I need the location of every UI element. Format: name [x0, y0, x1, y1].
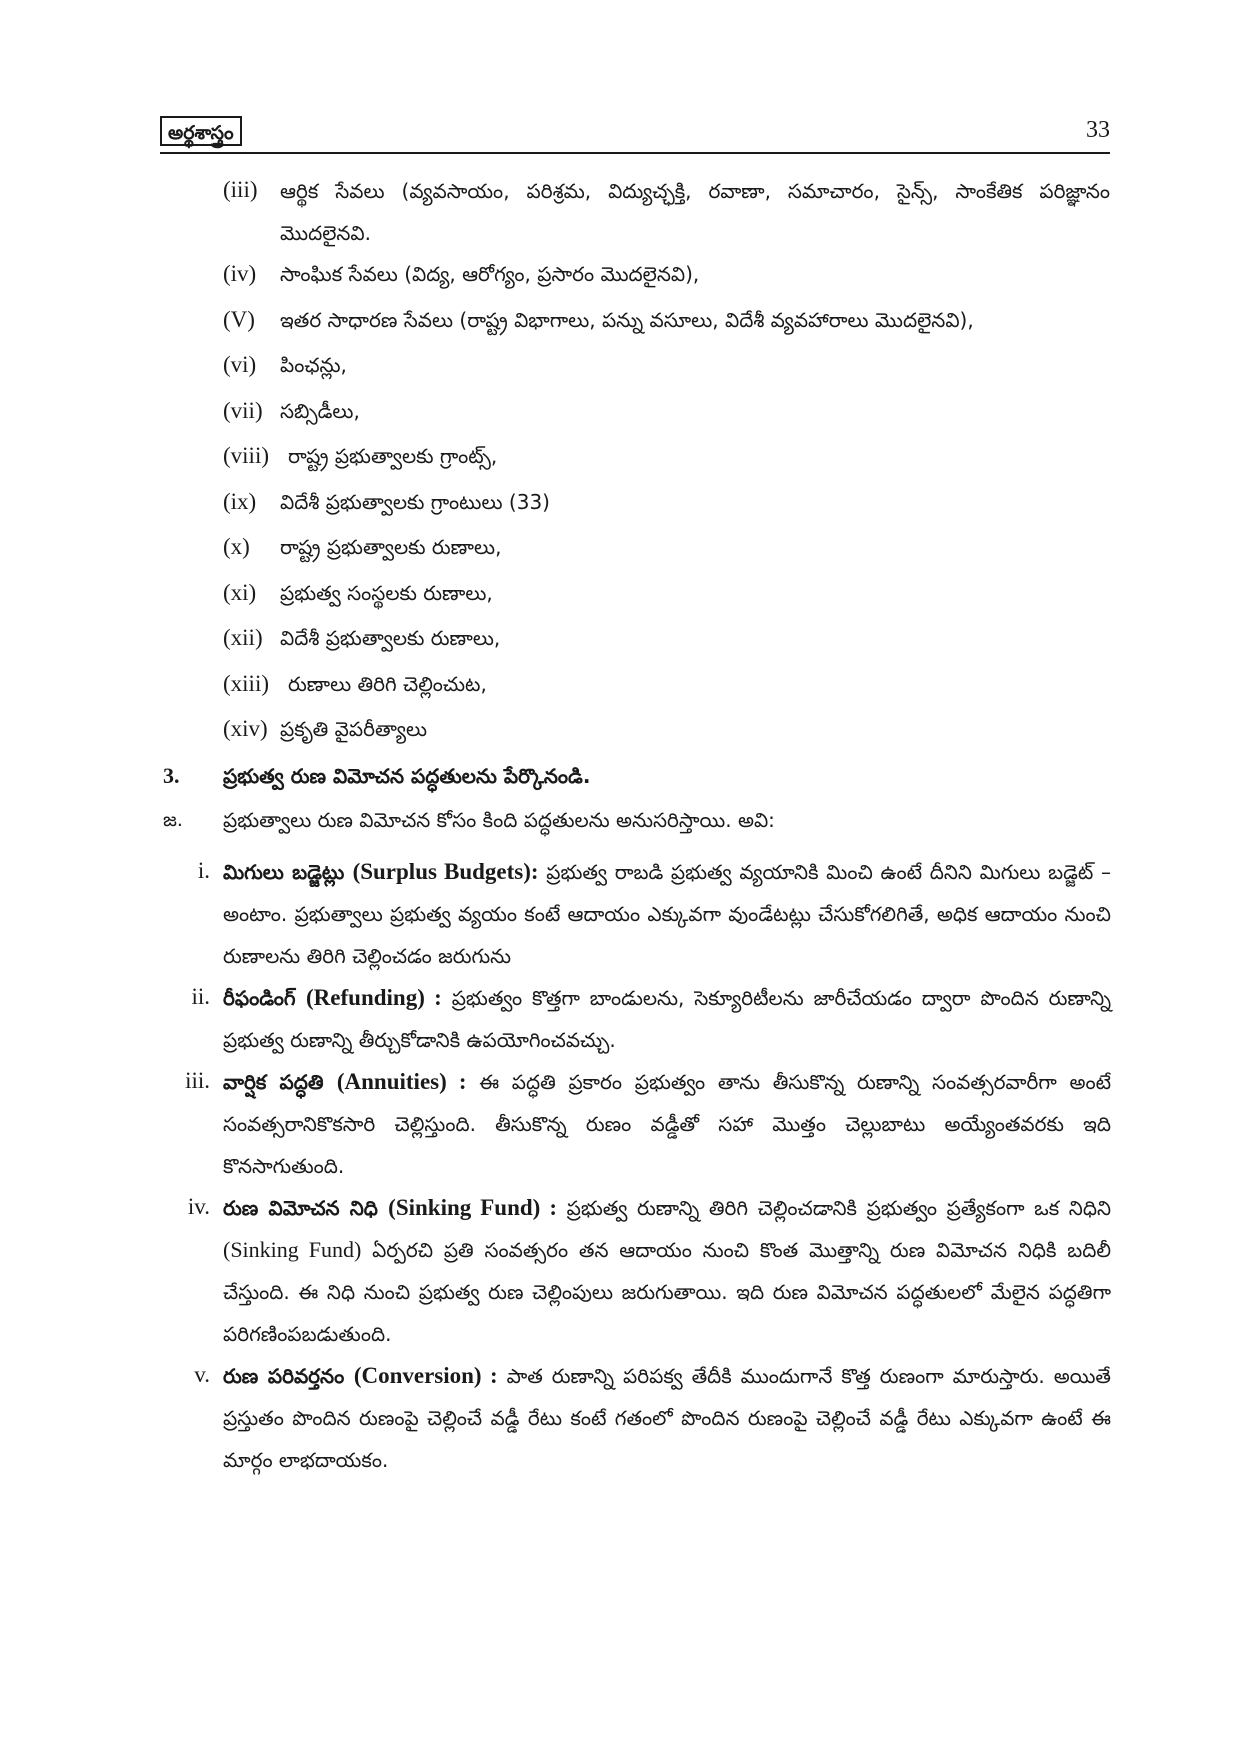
list-label: (iii)	[223, 177, 258, 202]
method-title-en: (Surplus Budgets):	[352, 859, 539, 884]
method-paragraph	[223, 1061, 1111, 1187]
answer-intro: ప్రభుత్వాలు రుణ విమోచన కోసం కింది పద్ధతులను అనుసరిస్తాయి. అవి:	[223, 808, 775, 832]
list-label: (xi)	[223, 580, 257, 605]
list-item-text: సాంఘిక సేవలు (విద్య, ఆరోగ్యం, ప్రసారం మొదలైనవి),	[280, 262, 700, 286]
question-number: 3.	[163, 763, 180, 788]
subject-title-box: అర్థశాస్త్రం	[160, 116, 242, 146]
method-title-te: రీఫండింగ్	[223, 986, 296, 1010]
answer-label: జ.	[163, 809, 183, 831]
method-title-en: (Sinking Fund) :	[388, 1195, 558, 1220]
list-label: (vi)	[223, 352, 257, 377]
list-item-text: విదేశీ ప్రభుత్వాలకు రుణాలు,	[280, 626, 501, 650]
method-title-en: (Conversion) :	[353, 1363, 498, 1388]
method-paragraph	[223, 851, 1111, 977]
method-body-before: ప్రభుత్వ రుణాన్ని తిరిగి చెల్లించడానికి ప్రభుత్వం ప్రత్యేకంగా ఒక నిధిని	[566, 1196, 1111, 1220]
list-item-text: సబ్సిడీలు,	[280, 399, 360, 423]
list-item-text: రాష్ట్ర ప్రభుత్వాలకు రుణాలు,	[280, 535, 502, 559]
method-paragraph	[223, 1355, 1111, 1481]
method-body-after: ఏర్పరచి ప్రతి సంవత్సరం తన ఆదాయం నుంచి కొంత మొత్తాన్ని రుణ విమోచన నిధికి బదిలీ చేస్తుంది. ఈ నిధి నుంచి ప్రభుత్వ రుణ చెల్లింపులు జరుగుతాయి. ఇది రుణ విమోచన పద్ధతులలో మేలైన పద్ధతిగా పరిగణింపబడుతుంది.	[223, 1238, 1111, 1346]
method-body-en: (Sinking Fund)	[223, 1237, 362, 1262]
method-body: ప్రభుత్వం కొత్తగా బాండులను, సెక్యూరిటీలను జారీచేయడం ద్వారా పొందిన రుణాన్ని ప్రభుత్వ రుణాన్ని తీర్చుకోడానికి ఉపయోగించవచ్చు.	[223, 986, 1112, 1052]
list-item-text: ప్రకృతి వైపరీత్యాలు	[280, 717, 428, 741]
method-heading	[223, 860, 539, 884]
method-title-te: రుణ విమోచన నిధి	[223, 1196, 378, 1220]
method-heading	[223, 1196, 557, 1220]
list-label: (viii)	[223, 443, 269, 468]
method-label: iv.	[187, 1194, 210, 1219]
method-label: v.	[194, 1362, 210, 1387]
method-heading	[223, 986, 442, 1010]
page-number: 33	[1086, 117, 1110, 143]
method-title-te: మిగులు బడ్జెట్లు	[223, 860, 345, 884]
method-title-te: రుణ పరివర్తనం	[223, 1364, 345, 1388]
method-paragraph	[223, 1187, 1111, 1355]
method-title-en: (Refunding) :	[306, 985, 442, 1010]
method-title-en: (Annuities) :	[336, 1069, 467, 1094]
list-item-text: విదేశీ ప్రభుత్వాలకు గ్రాంటులు (33)	[280, 490, 550, 514]
list-item-text: ఇతర సాధారణ సేవలు (రాష్ట్ర విభాగాలు, పన్ను వసూలు, విదేశీ వ్యవహారాలు మొదలైనవి),	[280, 308, 974, 332]
list-label: (V)	[223, 307, 255, 332]
list-item-text: ఆర్థిక సేవలు (వ్యవసాయం, పరిశ్రమ, విద్యుచ్ఛక్తి, రవాణా, సమాచారం, సైన్స్, సాంకేతిక పరిజ్ఞానం మొదలైనవి.	[280, 179, 1110, 245]
list-item-text: పింఛన్లు,	[280, 353, 347, 377]
list-label: (xiv)	[223, 716, 268, 741]
list-item-text: రుణాలు తిరిగి చెల్లించుట,	[288, 672, 487, 696]
list-label: (xii)	[223, 625, 263, 650]
method-heading	[223, 1364, 498, 1388]
list-label: (xiii)	[223, 671, 269, 696]
page-header	[160, 112, 1110, 154]
method-heading	[223, 1070, 467, 1094]
list-item-text: ప్రభుత్వ సంస్థలకు రుణాలు,	[280, 581, 493, 605]
method-label: i.	[197, 858, 210, 883]
list-label: (vii)	[223, 398, 263, 423]
method-body: పాత రుణాన్ని పరిపక్వ తేదీకి ముందుగానే కొత్త రుణంగా మారుస్తారు. అయితే ప్రస్తుతం పొందిన రుణంపై చెల్లించే వడ్డీ రేటు కంటే గతంలో పొందిన రుణంపై చెల్లించే వడ్డీ రేటు ఎక్కువగా ఉంటే ఈ మార్గం లాభదాయకం.	[223, 1364, 1111, 1472]
method-body: ప్రభుత్వ రాబడి ప్రభుత్వ వ్యయానికి మించి ఉంటే దీనిని మిగులు బడ్జెట్ – అంటాం. ప్రభుత్వాలు ప్రభుత్వ వ్యయం కంటే ఆదాయం ఎక్కువగా వుండేటట్లు చేసుకోగలిగితే, అధిక ఆదాయం నుంచి రుణాలను తిరిగి చెల్లించడం జరుగును	[223, 860, 1111, 968]
list-label: (iv)	[223, 261, 257, 286]
list-label: (x)	[223, 534, 250, 559]
list-item-text: రాష్ట్ర ప్రభుత్వాలకు గ్రాంట్స్,	[288, 444, 498, 468]
question-text: ప్రభుత్వ రుణ విమోచన పద్ధతులను పేర్కొనండి.	[223, 764, 591, 788]
method-body: ఈ పద్ధతి ప్రకారం ప్రభుత్వం తాను తీసుకొన్న రుణాన్ని సంవత్సరవారీగా అంటే సంవత్సరానికొకసారి చెల్లిస్తుంది. తీసుకొన్న రుణం వడ్డీతో సహా మొత్తం చెల్లుబాటు అయ్యేంతవరకు ఇది కొనసాగుతుంది.	[223, 1070, 1112, 1178]
method-label: ii.	[191, 984, 210, 1009]
method-paragraph	[223, 977, 1111, 1061]
method-label: iii.	[185, 1068, 210, 1093]
list-label: (ix)	[223, 489, 257, 514]
method-title-te: వార్షిక పద్ధతి	[223, 1070, 324, 1094]
